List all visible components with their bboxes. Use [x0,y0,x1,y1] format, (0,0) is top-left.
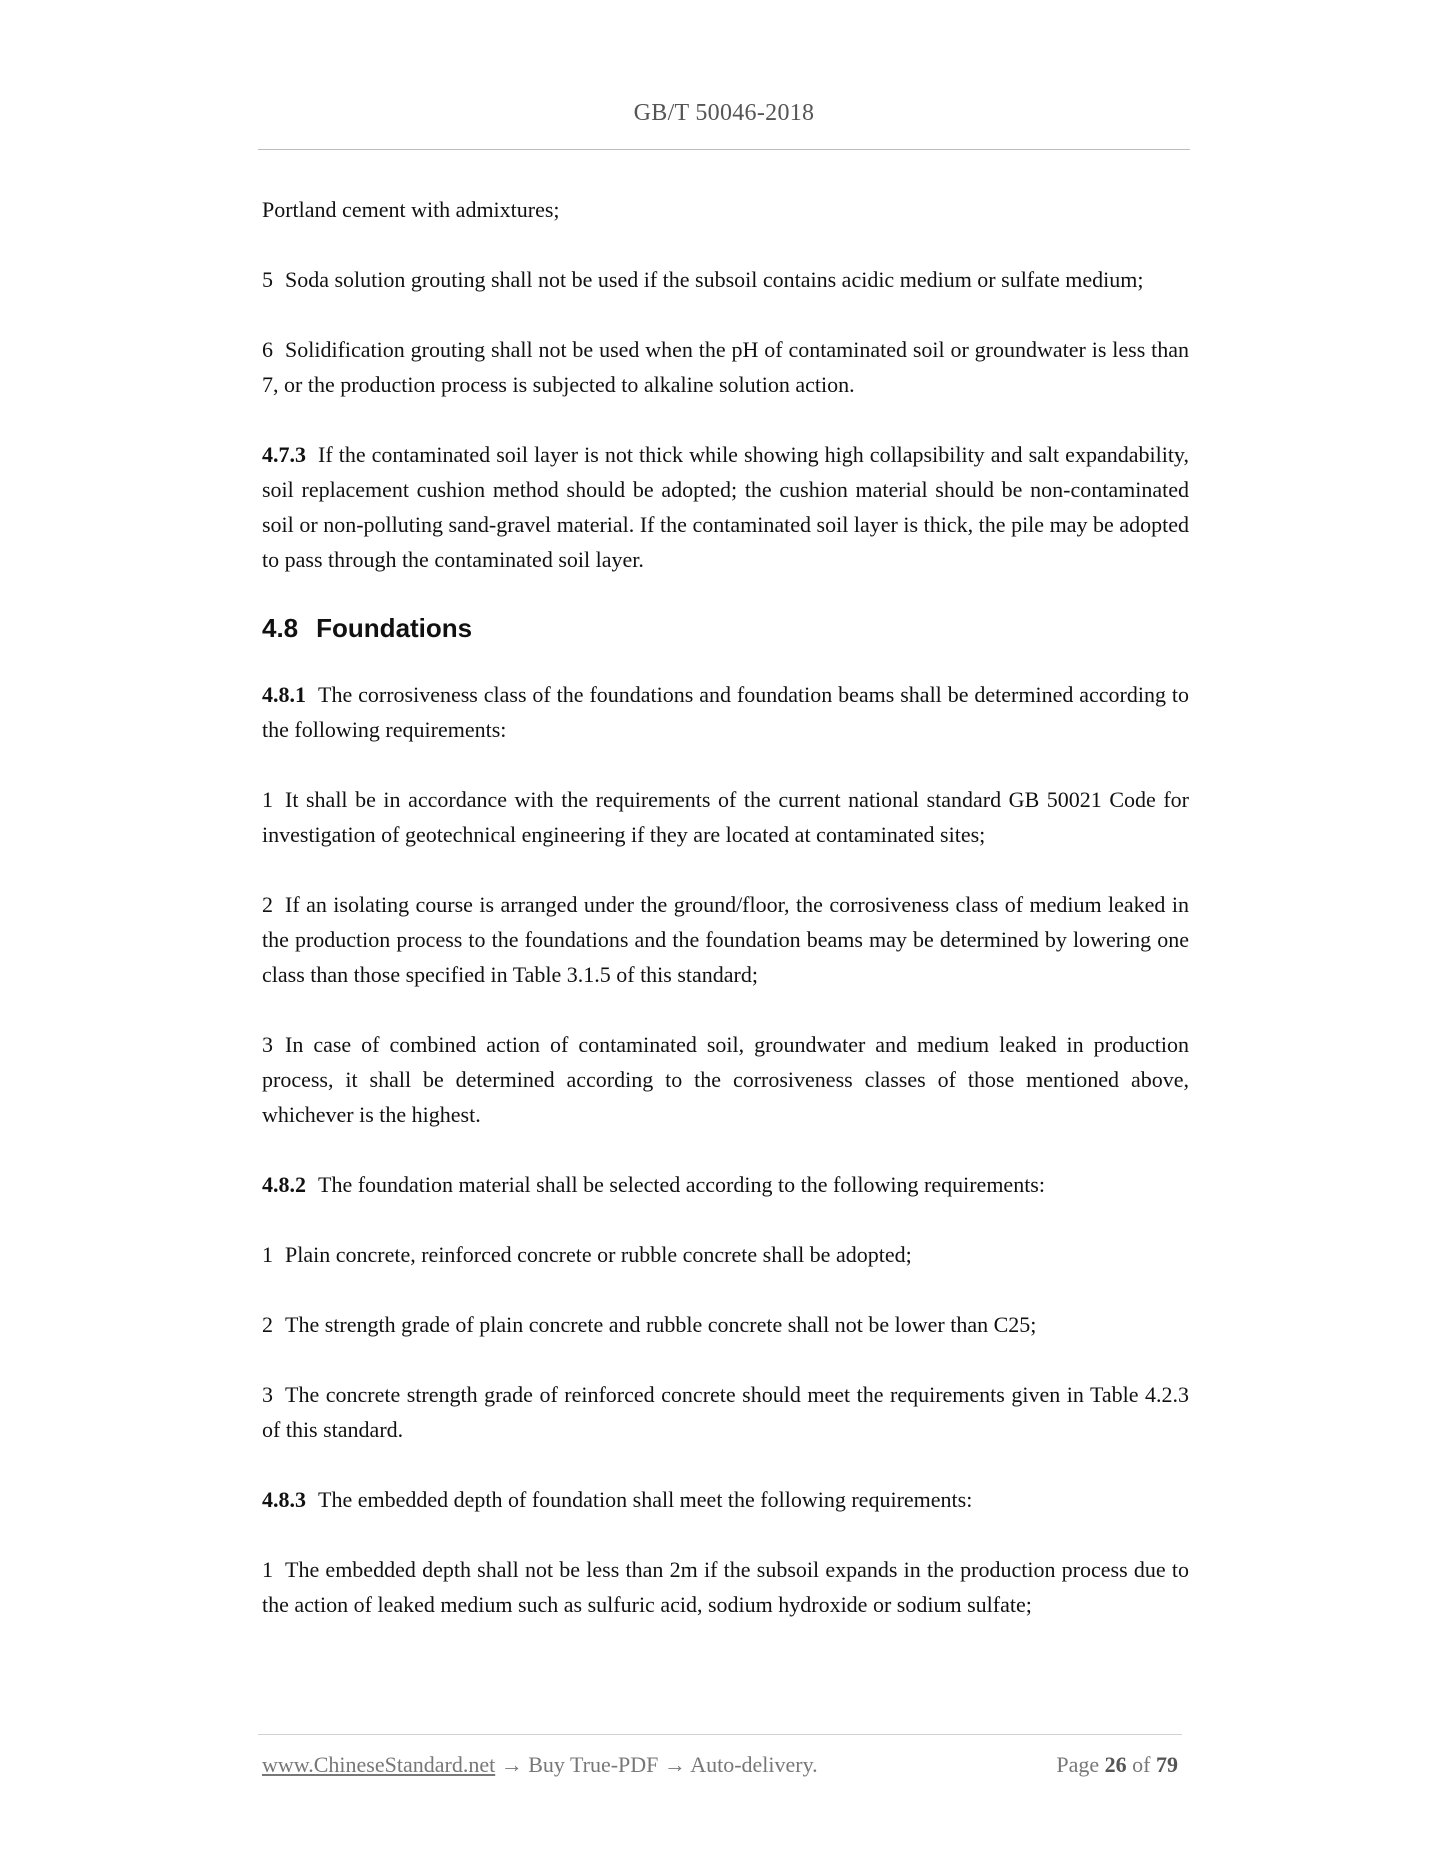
paragraph-continuation [262,192,1189,227]
footer-promo-text: → Buy True-PDF → Auto-delivery. [500,1752,818,1777]
page-header-title: GB/T 50046-2018 [633,100,815,126]
item-number: 6 [262,337,273,362]
item-number: 1 [262,1242,273,1267]
clause-number: 4.8.1 [262,682,306,707]
clause-4-8-1-item-3 [262,1027,1189,1132]
item-text: Plain concrete, reinforced concrete or rubble concrete shall be adopted; [285,1242,912,1267]
item-text: The concrete strength grade of reinforced concrete should meet the requirements given in Table 4.2.3 of this standard. [262,1382,1189,1442]
clause-number: 4.7.3 [262,442,306,467]
clause-4-8-1 [262,677,1189,747]
item-text: If an isolating course is arranged under the ground/floor, the corrosiveness class of medium leaked in the production process to the foundations and the foundation beams may be determined by lowering one class than those specified in Table 3.1.5 of this standard; [262,892,1189,987]
clause-4-8-2-item-3 [262,1377,1189,1447]
clause-4-8-2-item-1 [262,1237,1189,1272]
document-body [262,192,1189,1657]
clause-4-8-1-item-2 [262,887,1189,992]
section-number: 4.8 [262,613,299,643]
page-indicator [1056,1752,1178,1778]
clause-4-8-1-item-1 [262,782,1189,852]
item-text: Soda solution grouting shall not be used if the subsoil contains acidic medium or sulfate medium; [285,267,1144,292]
item-text: In case of combined action of contaminated soil, groundwater and medium leaked in production process, it shall be determined according to the corrosiveness classes of those mentioned above, whichever is the highest. [262,1032,1189,1127]
item-text: The embedded depth shall not be less than 2m if the subsoil expands in the production process due to the action of leaked medium such as sulfuric acid, sodium hydroxide or sodium sulfate; [262,1557,1189,1617]
clause-text: The foundation material shall be selected according to the following requirements: [318,1172,1045,1197]
list-item-5 [262,262,1189,297]
clause-4-8-2-item-2 [262,1307,1189,1342]
website-link[interactable]: www.ChineseStandard.net [262,1752,496,1777]
clause-text: The corrosiveness class of the foundations and foundation beams shall be determined according to the following requirements: [262,682,1189,742]
item-text: Solidification grouting shall not be used when the pH of contaminated soil or groundwater is less than 7, or the production process is subjected to alkaline solution action. [262,337,1189,397]
section-title: Foundations [316,613,473,643]
header-divider [258,149,1190,150]
section-heading [262,612,1189,644]
item-number: 1 [262,787,273,812]
footer-promo [262,1752,818,1778]
item-number: 2 [262,1312,273,1337]
clause-4-8-3 [262,1482,1189,1517]
item-number: 5 [262,267,273,292]
clause-text: If the contaminated soil layer is not thick while showing high collapsibility and salt expandability, soil replacement cushion method should be adopted; the cushion material should be non-contaminated soil or non-polluting sand-gravel material. If the contaminated soil layer is thick, the pile may be adopted to pass through the contaminated soil layer. [262,442,1189,572]
of-label: of [1132,1752,1151,1777]
clause-4-8-2 [262,1167,1189,1202]
page-number: 26 [1104,1752,1127,1777]
item-number: 1 [262,1557,273,1582]
item-number: 2 [262,892,273,917]
list-item-6 [262,332,1189,402]
page-label: Page [1056,1752,1100,1777]
item-text: It shall be in accordance with the requirements of the current national standard GB 50021 Code for investigation of geotechnical engineering if they are located at contaminated sites; [262,787,1189,847]
item-number: 3 [262,1382,273,1407]
page-total: 79 [1156,1752,1178,1777]
clause-text: The embedded depth of foundation shall meet the following requirements: [318,1487,973,1512]
clause-number: 4.8.3 [262,1487,306,1512]
clause-4-7-3 [262,437,1189,577]
clause-number: 4.8.2 [262,1172,306,1197]
item-text: The strength grade of plain concrete and rubble concrete shall not be lower than C25; [285,1312,1037,1337]
item-number: 3 [262,1032,273,1057]
footer-divider [258,1734,1182,1735]
clause-4-8-3-item-1 [262,1552,1189,1622]
paragraph-text: Portland cement with admixtures; [262,197,560,222]
